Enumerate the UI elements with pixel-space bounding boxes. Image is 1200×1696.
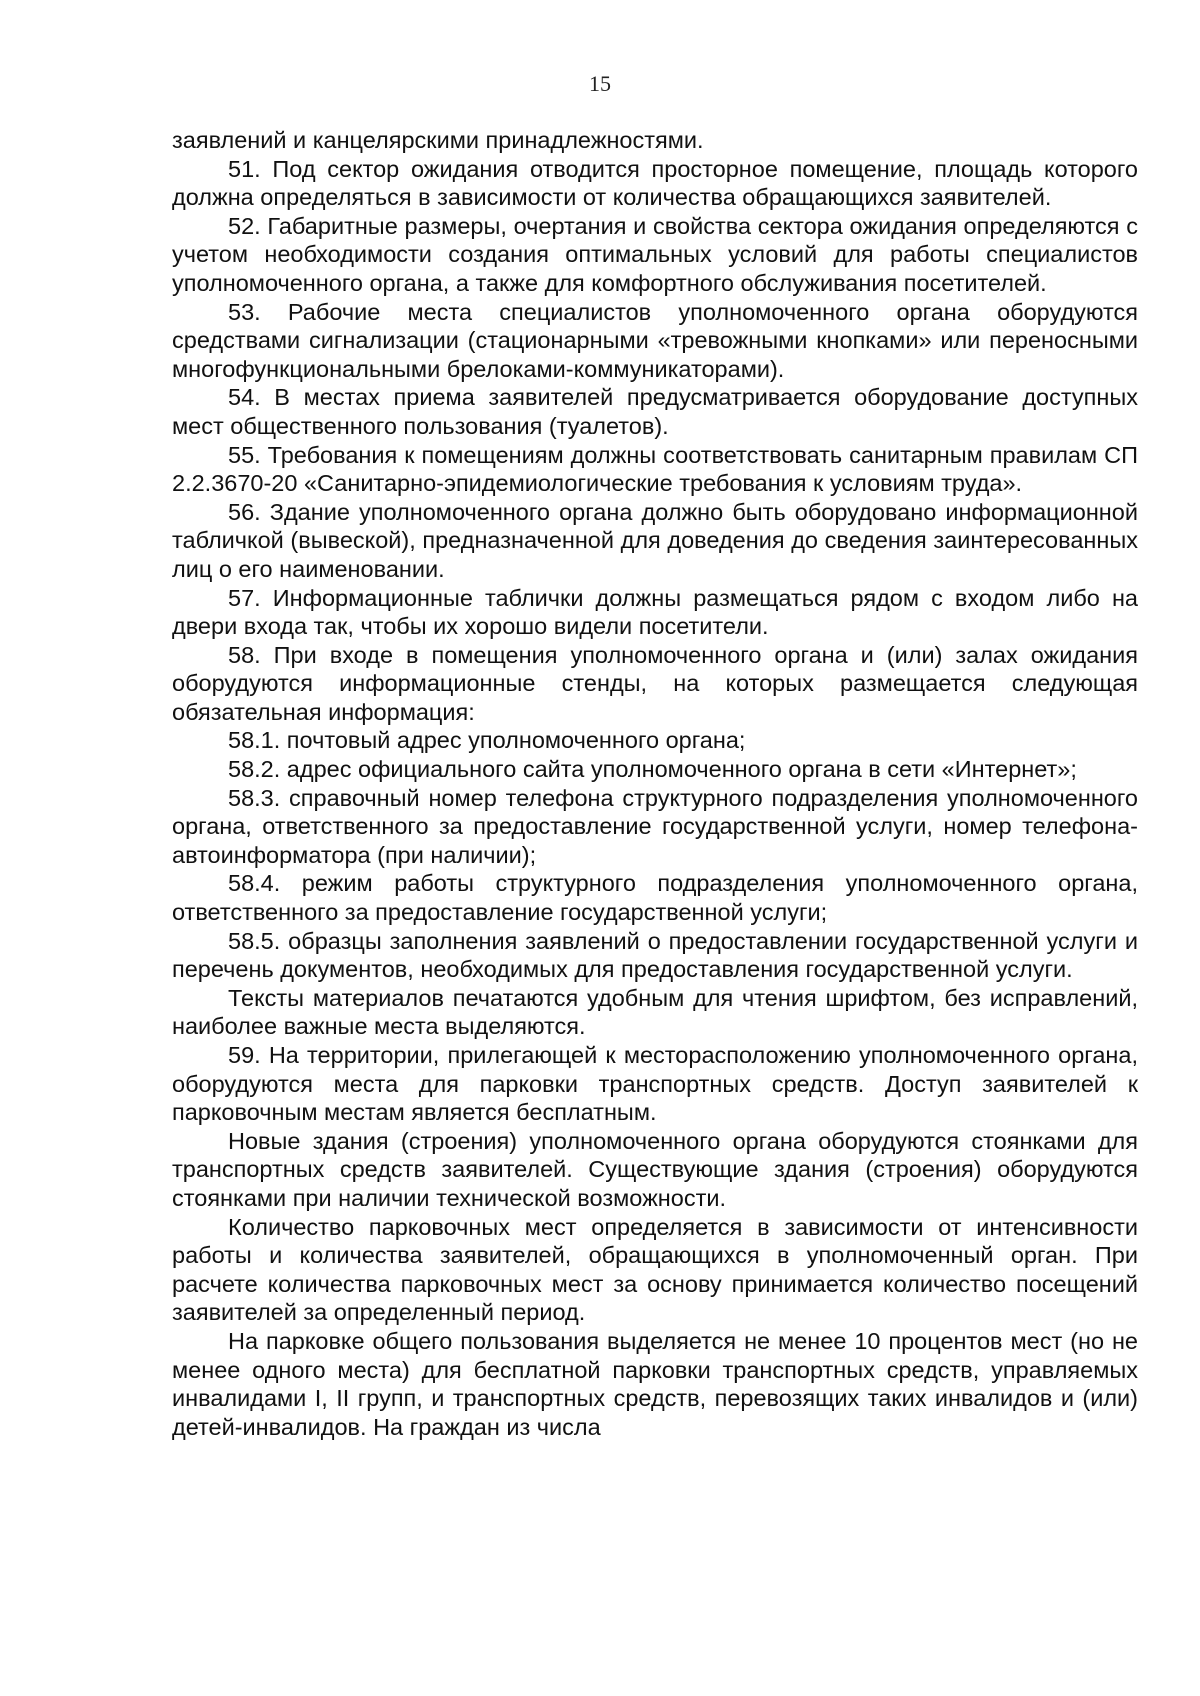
paragraph-new-buildings: Новые здания (строения) уполномоченного органа оборудуются стоянками для транспортных средств заявителей. Существующие здания (строения) оборудуются стоянками при наличии технической возможности. <box>172 1127 1138 1211</box>
paragraph-53: 53. Рабочие места специалистов уполномоченного органа оборудуются средствами сигнализации (стационарными «тревожными кнопками» или переносными многофункциональными брелоками-коммуникаторами). <box>172 298 1138 382</box>
paragraph-56: 56. Здание уполномоченного органа должно быть оборудовано информационной табличкой (вывеской), предназначенной для доведения до сведения заинтересованных лиц о его наименовании. <box>172 498 1138 582</box>
paragraph-58: 58. При входе в помещения уполномоченного органа и (или) залах ожидания оборудуются информационные стенды, на которых размещается следующая обязательная информация: <box>172 641 1138 725</box>
paragraph-58-4: 58.4. режим работы структурного подразделения уполномоченного органа, ответственного за предоставление государственной услуги; <box>172 870 1138 926</box>
paragraph-54: 54. В местах приема заявителей предусматривается оборудование доступных мест общественного пользования (туалетов). <box>172 384 1138 439</box>
paragraph-texts-note: Тексты материалов печатаются удобным для чтения шрифтом, без исправлений, наиболее важные места выделяются. <box>172 984 1138 1040</box>
paragraph-58-5: 58.5. образцы заполнения заявлений о предоставлении государственной услуги и перечень документов, необходимых для предоставления государственной услуги. <box>172 927 1138 983</box>
paragraph-58-3: 58.3. справочный номер телефона структурного подразделения уполномоченного органа, ответственного за предоставление государственной услуги, номер телефона-автоинформатора (при наличии); <box>172 784 1138 868</box>
paragraph-57: 57. Информационные таблички должны размещаться рядом с входом либо на двери входа так, чтобы их хорошо видели посетители. <box>172 584 1138 640</box>
paragraph-59: 59. На территории, прилегающей к месторасположению уполномоченного органа, оборудуются места для парковки транспортных средств. Доступ заявителей к парковочным местам является бесплатным. <box>172 1042 1138 1126</box>
paragraph-58-1: 58.1. почтовый адрес уполномоченного органа; <box>228 727 746 754</box>
paragraph-disabled-parking: На парковке общего пользования выделяется не менее 10 процентов мест (но не менее одного места) для бесплатной парковки транспортных средств, управляемых инвалидами I, II групп, и транспортных средств, перевозящих таких инвалидов и (или) детей-инвалидов. На граждан из числа <box>172 1327 1138 1440</box>
paragraph-52: 52. Габаритные размеры, очертания и свойства сектора ожидания определяются с учетом необходимости создания оптимальных условий для работы специалистов уполномоченного органа, а также для комфортного обслуживания посетителей. <box>172 212 1138 296</box>
paragraph-51: 51. Под сектор ожидания отводится просторное помещение, площадь которого должна определяться в зависимости от количества обращающихся заявителей. <box>172 155 1138 211</box>
paragraph-continuation: заявлений и канцелярскими принадлежностями. <box>172 127 704 153</box>
paragraph-parking-count: Количество парковочных мест определяется в зависимости от интенсивности работы и количества заявителей, обращающихся в уполномоченный орган. При расчете количества парковочных мест за основу принимается количество посещений заявителей за определенный период. <box>172 1213 1138 1326</box>
page-number: 15 <box>589 71 611 96</box>
paragraph-58-2: 58.2. адрес официального сайта уполномоченного органа в сети «Интернет»; <box>228 756 1077 783</box>
document-body <box>172 126 1138 1441</box>
paragraph-55: 55. Требования к помещениям должны соответствовать санитарным правилам СП 2.2.3670-20 «Санитарно-эпидемиологические требования к условиям труда». <box>172 441 1138 497</box>
